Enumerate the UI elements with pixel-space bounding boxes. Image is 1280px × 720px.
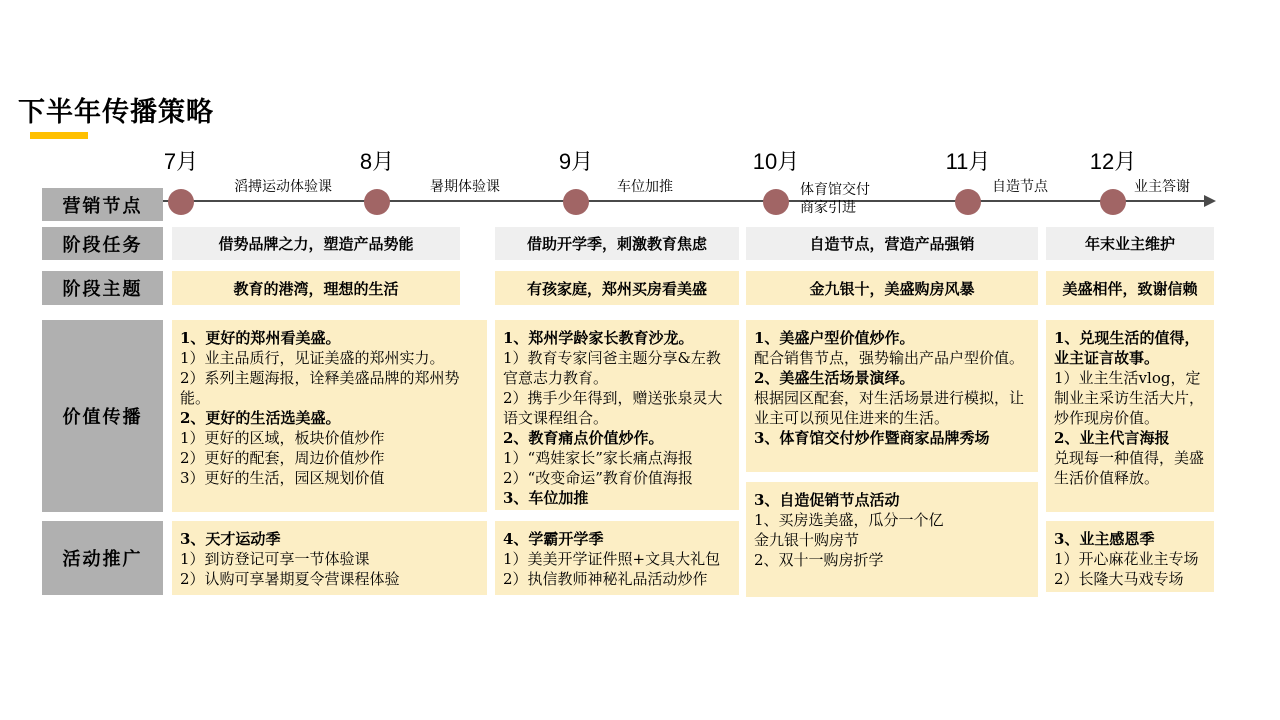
value-heading: 2、更好的生活选美盛。: [180, 409, 341, 427]
value-box-col1: [172, 320, 487, 512]
timeline-dot-jul: [168, 189, 194, 215]
row-label-activity-promo: 活动推广: [42, 521, 163, 595]
value-heading: 3、自造促销节点活动: [754, 491, 900, 509]
timeline-dot-nov: [955, 189, 981, 215]
value-line: 1）教育专家闫爸主题分享&左教官意志力教育。: [503, 349, 721, 387]
value-heading: 3、车位加推: [503, 489, 589, 507]
timeline-dot-sep: [563, 189, 589, 215]
timeline-arrow-icon: [1204, 195, 1216, 207]
value-line: 1）业主生活vlog，定制业主采访生活大片，炒作现房价值。: [1054, 369, 1205, 427]
activity-line: 2）长隆大马戏专场: [1054, 570, 1184, 588]
value-heading: 3、体育馆交付炒作暨商家品牌秀场: [754, 429, 990, 447]
node-label-gym-delivery: 体育馆交付: [800, 182, 870, 198]
value-line: 金九银十购房节: [754, 531, 860, 549]
value-heading: 2、业主代言海报: [1054, 429, 1170, 447]
phase-theme-box: 教育的港湾，理想的生活: [172, 271, 460, 305]
month-label-aug: 8月: [359, 149, 395, 174]
node-label-sports-class: 滔搏运动体验课: [234, 179, 332, 195]
value-line: 1）业主品质行，见证美盛的郑州实力。: [180, 349, 445, 367]
node-label-summer-class: 暑期体验课: [430, 179, 500, 195]
value-line: 3）更好的生活，园区规划价值: [180, 469, 385, 487]
row-label-phase-tasks: 阶段任务: [42, 227, 163, 260]
node-label-merchant-intro: 商家引进: [800, 200, 856, 216]
month-label-jul: 7月: [163, 149, 199, 174]
month-label-sep: 9月: [558, 149, 594, 174]
value-line: 兑现每一种值得，美盛生活价值释放。: [1054, 449, 1205, 487]
value-heading: 1、兑现生活的值得，业主证言故事。: [1054, 329, 1200, 367]
row-label-phase-themes: 阶段主题: [42, 271, 163, 305]
activity-line: 1）开心麻花业主专场: [1054, 550, 1199, 568]
value-line: 1）更好的区域，板块价值炒作: [180, 429, 385, 447]
value-box-col3-promo: [746, 482, 1038, 597]
value-line: 1、买房选美盛，瓜分一个亿: [754, 511, 944, 529]
activity-line: 2）执信教师神秘礼品活动炒作: [503, 570, 708, 588]
value-line: 1）“鸡娃家长”家长痛点海报: [503, 449, 693, 467]
activity-line: 1）美美开学证件照+文具大礼包: [503, 550, 721, 568]
value-line: 2）“改变命运”教育价值海报: [503, 469, 693, 487]
timeline-axis: [163, 200, 1205, 202]
value-heading: 1、更好的郑州看美盛。: [180, 329, 341, 347]
phase-theme-box: 美盛相伴，致谢信赖: [1046, 271, 1214, 305]
value-line: 2、双十一购房折学: [754, 551, 884, 569]
node-label-parking-push: 车位加推: [617, 179, 673, 195]
value-heading: 1、郑州学龄家长教育沙龙。: [503, 329, 694, 347]
value-box-col4: [1046, 320, 1214, 512]
value-line: 2）携手少年得到，赠送张泉灵大语文课程组合。: [503, 389, 723, 427]
phase-theme-box: 有孩家庭，郑州买房看美盛: [495, 271, 739, 305]
node-label-self-made-node: 自造节点: [992, 179, 1048, 195]
month-label-oct: 10月: [752, 149, 800, 174]
value-line: 2）更好的配套，周边价值炒作: [180, 449, 385, 467]
value-heading: 2、美盛生活场景演绎。: [754, 369, 915, 387]
value-box-col2: [495, 320, 739, 510]
title-underline-accent: [30, 132, 88, 139]
timeline-dot-aug: [364, 189, 390, 215]
activity-heading: 3、业主感恩季: [1054, 530, 1155, 548]
activity-line: 2）认购可享暑期夏令营课程体验: [180, 570, 400, 588]
activity-heading: 3、天才运动季: [180, 530, 281, 548]
value-line: 2）系列主题海报，诠释美盛品牌的郑州势能。: [180, 369, 460, 407]
phase-task-box: 自造节点，营造产品强销: [746, 227, 1038, 260]
value-box-col3: [746, 320, 1038, 472]
value-line: 根据园区配套，对生活场景进行模拟，让业主可以预见住进来的生活。: [754, 389, 1025, 427]
month-label-nov: 11月: [945, 149, 991, 174]
month-label-dec: 12月: [1089, 149, 1137, 174]
activity-box-col4: [1046, 521, 1214, 592]
page-title: 下半年传播策略: [18, 97, 214, 128]
phase-task-box: 借助开学季，刺激教育焦虑: [495, 227, 739, 260]
phase-task-box: 借势品牌之力，塑造产品势能: [172, 227, 460, 260]
value-heading: 1、美盛户型价值炒作。: [754, 329, 915, 347]
activity-box-col1: [172, 521, 487, 595]
activity-box-col2: [495, 521, 739, 595]
timeline-dot-dec: [1100, 189, 1126, 215]
phase-theme-box: 金九银十，美盛购房风暴: [746, 271, 1038, 305]
node-label-owner-thanks: 业主答谢: [1134, 179, 1190, 195]
activity-heading: 4、学霸开学季: [503, 530, 604, 548]
row-label-marketing-nodes: 营销节点: [42, 188, 163, 221]
phase-task-box: 年末业主维护: [1046, 227, 1214, 260]
row-label-value-spread: 价值传播: [42, 320, 163, 512]
value-heading: 2、教育痛点价值炒作。: [503, 429, 664, 447]
timeline-dot-oct: [763, 189, 789, 215]
activity-line: 1）到访登记可享一节体验课: [180, 550, 370, 568]
value-line: 配合销售节点，强势输出产品户型价值。: [754, 349, 1025, 367]
